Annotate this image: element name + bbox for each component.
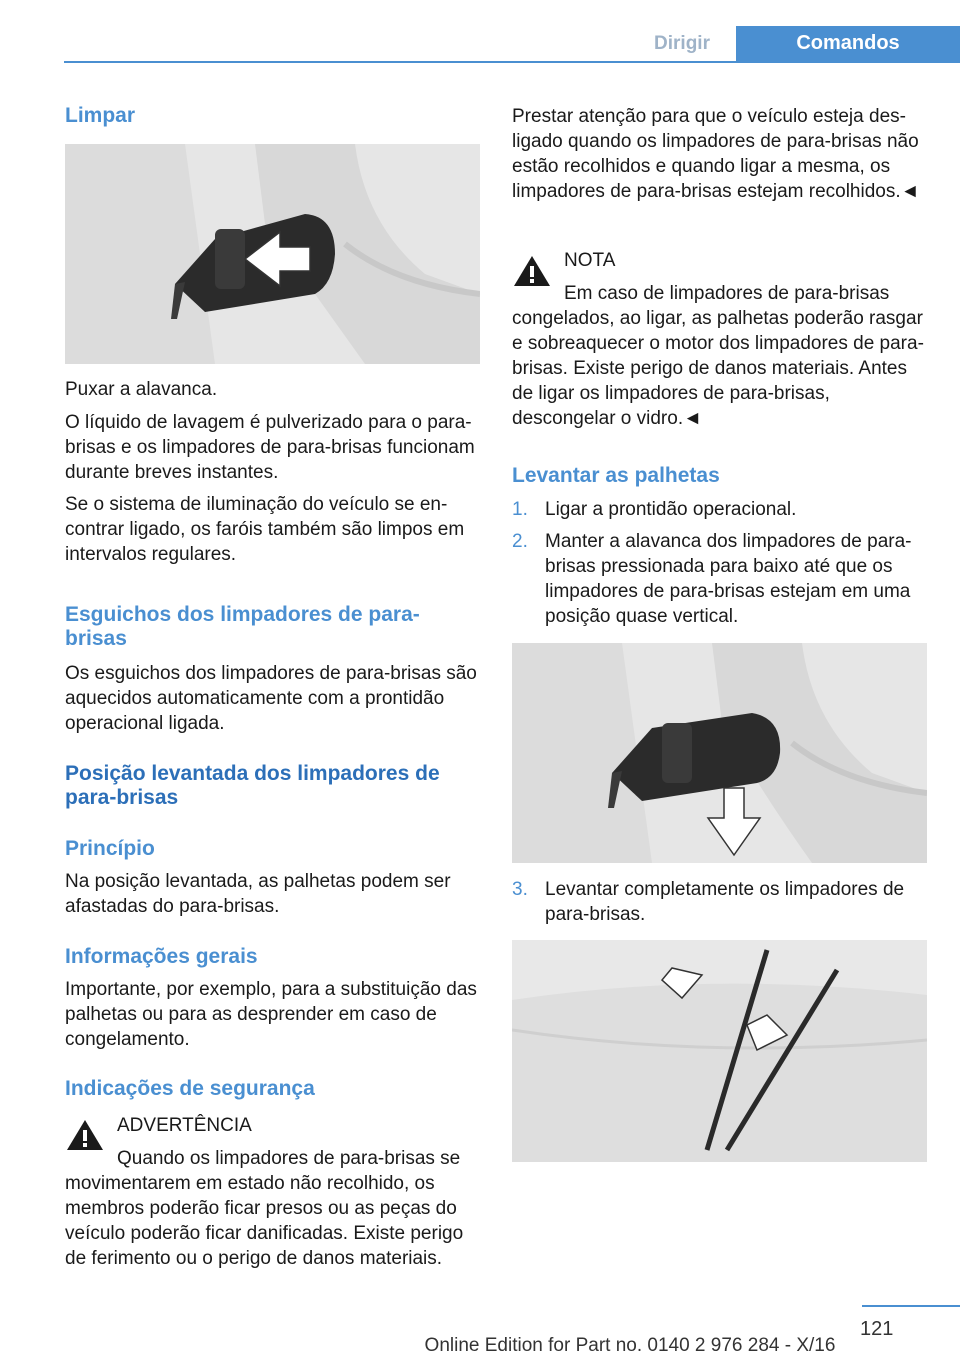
heading-levantar-palhetas: Levantar as palhetas: [512, 464, 720, 487]
text-iluminacao: Se o sistema de iluminação do veículo se encontrar ligado, os faróis também são limpos em intervalos regulares.: [65, 494, 465, 565]
figure-wiper-lever-pull: [65, 144, 480, 364]
text-puxar: Puxar a alavanca.: [65, 379, 218, 400]
heading-informacoes-gerais: Informações gerais: [65, 945, 258, 968]
figure-wiper-lever-press: [512, 643, 927, 863]
warning-label: ADVERTÊNCIA: [117, 1115, 252, 1136]
text-informacoes: Importante, por exemplo, para a substituição das palhetas ou para as desprender em caso de congelamento.: [65, 979, 477, 1050]
figure-wipers-raised: [512, 940, 927, 1162]
list-item: [512, 877, 930, 927]
text-liquido: O líquido de lavagem é pulverizado para o para-brisas e os limpadores de para-brisas funcionam durante breves instantes.: [65, 412, 475, 483]
page-number: 121: [860, 1318, 894, 1340]
heading-principio: Princípio: [65, 837, 155, 860]
list-item-text: Ligar a prontidão operacional.: [545, 499, 797, 520]
text-principio: Na posição levantada, as palhetas podem ser afastadas do para-brisas.: [65, 871, 451, 917]
header-chapter: Comandos: [736, 26, 960, 61]
note-text: Em caso de limpadores de para-brisas congelados, ao ligar, as palhetas poderão rasgar e sobreaquecer o motor dos limpadores de para-brisas. Existe perigo de danos materiais. Antes de ligar os limpadores de para-brisas, descongelar o vidro.◄: [512, 283, 924, 429]
footer-edition: Online Edition for Part no. 0140 2 976 284 - X/16: [424, 1335, 836, 1356]
heading-posicao-levantada: Posição levantada dos limpadores de para-brisas: [65, 762, 440, 809]
text-prestar-atencao: Prestar atenção para que o veículo esteja desligado quando os limpadores de para-brisas não estão recolhidos e quando ligar a mesma, os limpadores de para-brisas estejam recolhidos.◄: [512, 106, 920, 202]
text-esguichos: Os esguichos dos limpadores de para-brisas são aquecidos automaticamente com a prontidão operacional ligada.: [65, 663, 477, 734]
footer-rule: [862, 1305, 960, 1307]
list-item: [512, 529, 930, 629]
list-item-number: 1.: [512, 499, 528, 520]
note-label: NOTA: [564, 250, 616, 271]
header-rule: [64, 61, 960, 63]
warning-text: Quando os limpadores de para-brisas se movimentarem em estado não recolhido, os membros poderão ficar presos ou as peças do veículo poderão ficar danificadas. Existe perigo de ferimento ou o perigo de danos materiais.: [65, 1148, 464, 1269]
list-item: [512, 497, 930, 522]
list-item-text: Manter a alavanca dos limpadores de para-brisas pressionada para baixo até que os limpadores de para-brisas estejam em uma posição quase vertical.: [545, 531, 912, 627]
list-item-number: 2.: [512, 531, 528, 552]
heading-esguichos: Esguichos dos limpadores de parabrisas: [65, 603, 420, 650]
header-section: Dirigir: [654, 32, 710, 54]
heading-seguranca: Indicações de segurança: [65, 1077, 315, 1100]
list-item-number: 3.: [512, 879, 528, 900]
heading-limpar: Limpar: [65, 104, 136, 127]
list-item-text: Levantar completamente os limpadores de para-brisas.: [545, 879, 905, 925]
